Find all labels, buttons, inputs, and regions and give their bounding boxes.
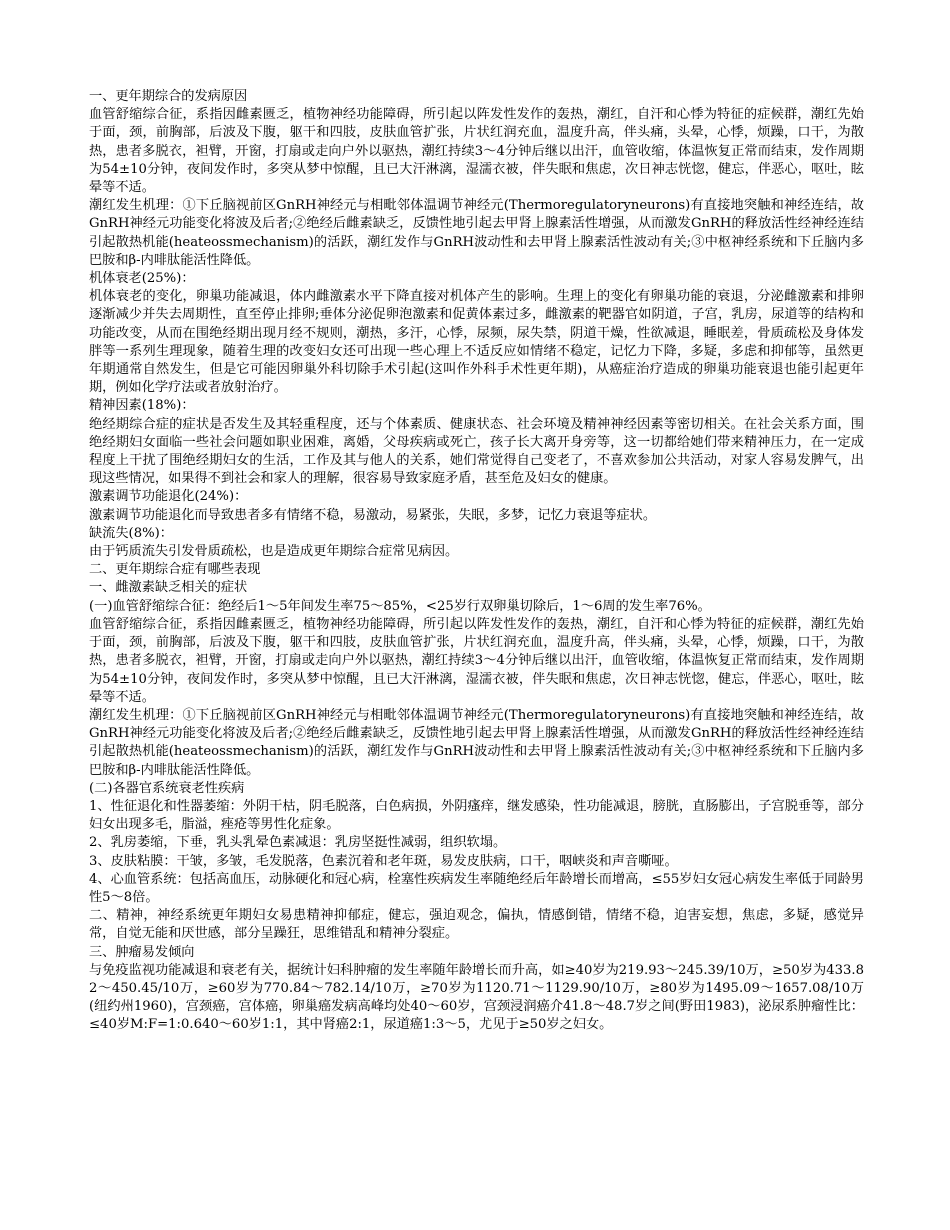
heading-tumor: 三、肿瘤易发倾向 — [89, 944, 195, 960]
heading-aging: 机体衰老(25%)： — [89, 271, 195, 287]
paragraph-vasomotor-repeat: 血管舒缩综合征，系指因雌素匮乏，植物神经功能障碍，所引起以阵发性发作的轰热，潮红，自汗和心悸为特征的症候群，潮红先始于面，颈，前胸部，后波及下腹，躯干和四肢，皮肤血管扩张，片状红润充血，温度升高，伴头痛，头晕，心悸，烦躁，口干，为散热，患者多脱衣，袒臂，开窗，打扇或走向户外以驱热，潮红持续3～4分钟后继以出汗，血管收缩，体温恢复正常而结束，发作周期为54±10分钟，夜间发作时，多突从梦中惊醒，且已大汗淋漓，湿濡衣被，伴失眠和焦虑，次日神志恍惚，健忘，伴恶心，呕吐，眩晕等不适。 — [89, 616, 864, 705]
heading-calcium-loss: 缺流失(8%)： — [89, 525, 173, 541]
document-body — [89, 88, 864, 1035]
paragraph-flush-mechanism-repeat: 潮红发生机理：①下丘脑视前区GnRH神经元与相毗邻体温调节神经元(Thermoregulatoryneurons)有直接地突触和神经连结，故GnRH神经元功能变化将波及后者;②绝经后雌素缺乏，反馈性地引起去甲肾上腺素活性增强，从而激发GnRH的释放活性经神经连结引起散热机能(heateossmechanism)的活跃，潮红发作与GnRH波动性和去甲肾上腺素活性波动有关;③中枢神经系统和下丘脑内多巴胺和β-内啡肽能活性降低。 — [89, 707, 864, 778]
heading-causes: 一、更年期综合的发病原因 — [89, 89, 248, 104]
paragraph-flush-mechanism: 潮红发生机理：①下丘脑视前区GnRH神经元与相毗邻体温调节神经元(Thermoregulatoryneurons)有直接地突触和神经连结，故GnRH神经元功能变化将波及后者;②绝经后雌素缺乏，反馈性地引起去甲肾上腺素活性增强，从而激发GnRH的释放活性经神经连结引起散热机能(heateossmechanism)的活跃，潮红发作与GnRH波动性和去甲肾上腺素活性波动有关;③中枢神经系统和下丘脑内多巴胺和β-内啡肽能活性降低。 — [89, 198, 864, 268]
paragraph-hormone-regulation: 激素调节功能退化而导致患者多有情绪不稳，易激动，易紧张，失眠，多梦，记忆力衰退等症状。 — [89, 507, 657, 523]
paragraph-vasomotor: 血管舒缩综合征，系指因雌素匮乏，植物神经功能障碍，所引起以阵发性发作的轰热，潮红，自汗和心悸为特征的症候群，潮红先始于面，颈，前胸部，后波及下腹，躯干和四肢，皮肤血管扩张，片状红润充血，温度升高，伴头痛，头晕，心悸，烦躁，口干，为散热，患者多脱衣，袒臂，开窗，打扇或走向户外以驱热，潮红持续3～4分钟后继以出汗，血管收缩，体温恢复正常而结束，发作周期为54±10分钟，夜间发作时，多突从梦中惊醒，且已大汗淋漓，湿濡衣被，伴失眠和焦虑，次日神志恍惚，健忘，伴恶心，呕吐，眩晕等不适。 — [89, 107, 864, 196]
paragraph-mental-factors: 绝经期综合症的症状是否发生及其轻重程度，还与个体素质、健康状态、社会环境及精神神经因素等密切相关。在社会关系方面，围绝经期妇女面临一些社会问题如职业困难，离婚，父母疾病或死亡，孩子长大离开身旁等，这一切都给她们带来精神压力，在一定成程度上干扰了围绝经期妇女的生活，工作及其与他人的关系，她们常觉得自己变老了，不喜欢参加公共活动，对家人容易发脾气，出现这些情况，如果得不到社会和家人的理解，很容易导致家庭矛盾，甚至危及妇女的健康。 — [89, 416, 864, 487]
list-item-breast: 2、乳房萎缩，下垂，乳头乳晕色素减退：乳房坚挺性减弱，组织软塌。 — [89, 835, 507, 851]
heading-estrogen-deficiency: 一、雌激素缺乏相关的症状 — [89, 580, 248, 596]
heading-symptoms: 二、更年期综合症有哪些表现 — [89, 562, 261, 578]
list-item-cardiovascular: 4、心血管系统：包括高血压，动脉硬化和冠心病，栓塞性疾病发生率随绝经后年龄增长而增高，≤55岁妇女冠心病发生率低于同龄男性5～8倍。 — [89, 871, 864, 905]
paragraph-mental-nervous: 二、精神，神经系统更年期妇女易患精神抑郁症，健忘，强迫观念，偏执，情感倒错，情绪不稳，迫害妄想，焦虑，多疑，感觉异常，自觉无能和厌世感，部分呈躁狂，思维错乱和精神分裂症。 — [89, 908, 864, 942]
heading-hormone-regulation: 激素调节功能退化(24%)： — [89, 489, 248, 505]
paragraph-tumor: 与免疫监视功能减退和衰老有关，据统计妇科肿瘤的发生率随年龄增长而升高，如≥40岁为219.93～245.39/10万，≥50岁为433.82～450.45/10万，≥60岁为770.84～782.14/10万，≥70岁为1120.71～1129.90/10万，≥80岁为1495.09～1657.08/10万(纽约州1960)，宫颈癌，宫体癌，卵巢癌发病高峰均处40～60岁，宫颈浸润癌介41.8～48.7岁之间(野田1983)，泌尿系肿瘤性比：≤40岁M:F=1:0.640～60岁1:1，其中肾癌2:1，尿道癌1:3～5，尤见于≥50岁之妇女。 — [89, 962, 864, 1033]
paragraph-calcium-loss: 由于钙质流失引发骨质疏松，也是造成更年期综合症常见病因。 — [89, 544, 459, 560]
heading-organ-aging: (二)各器官系统衰老性疾病 — [89, 780, 245, 796]
heading-mental-factors: 精神因素(18%)： — [89, 398, 195, 414]
paragraph-vasomotor-incidence: (一)血管舒缩综合征：绝经后1～5年间发生率75～85%，<25岁行双卵巢切除后，1～6周的发生率76%。 — [89, 598, 711, 614]
list-item-sex-organs: 1、性征退化和性器萎缩：外阴干枯，阴毛脱落，白色病损，外阴瘙痒，继发感染，性功能减退，膀胱，直肠膨出，子宫脱垂等，部分妇女出现多毛，脂溢，痤疮等男性化症象。 — [89, 798, 864, 833]
list-item-skin: 3、皮肤粘膜：干皱，多皱，毛发脱落，色素沉着和老年斑，易发皮肤病，口干，咽峡炎和声音嘶哑。 — [89, 853, 678, 869]
paragraph-aging: 机体衰老的变化，卵巢功能减退，体内雌激素水平下降直接对机体产生的影响。生理上的变化有卵巢功能的衰退，分泌雌激素和排卵逐渐减少并失去周期性，直至停止排卵;垂体分泌促卵泡激素和促黄体素过多，雌激素的靶器官如阴道，子宫，乳房，尿道等的结构和功能改变，从而在围绝经期出现月经不规则，潮热，多汗，心悸，尿频，尿失禁，阴道干燥，性欲减退，睡眠差，骨质疏松及身体发胖等一系列生理现象，随着生理的改变妇女还可出现一些心理上不适反应如情绪不稳定，记忆力下降，多疑，多虑和抑郁等，虽然更年期通常自然发生，但是它可能因卵巢外科切除手术引起(这叫作外科手术性更年期)，从癌症治疗造成的卵巢功能衰退也能引起更年期，例如化学疗法或者放射治疗。 — [89, 289, 864, 396]
